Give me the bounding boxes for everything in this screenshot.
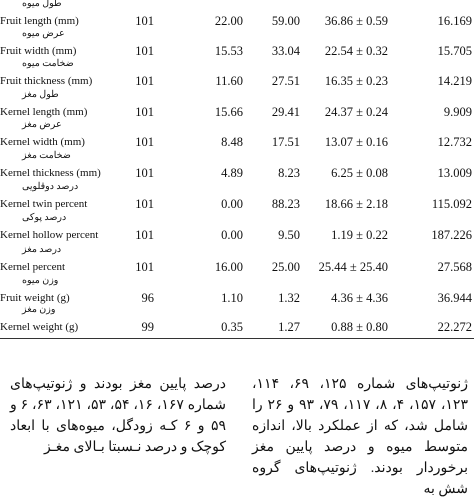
trait-name-english: Fruit width (mm) [0, 45, 77, 57]
mean-value: 25.44 ± 25.40 [318, 260, 388, 274]
minimum-value: 15.66 [214, 105, 243, 119]
trait-name-english: Kernel twin percent [0, 198, 88, 210]
trait-name-persian: طول مغز [22, 90, 59, 100]
maximum-value: 1.27 [278, 320, 300, 334]
table-row [0, 183, 474, 217]
trait-name-english: Fruit thickness (mm) [0, 75, 93, 87]
maximum-value: 29.41 [271, 105, 300, 119]
cv-value: 115.092 [431, 197, 472, 211]
table-row [0, 121, 474, 155]
minimum-value: 0.00 [221, 228, 243, 242]
mean-value: 0.88 ± 0.80 [331, 320, 388, 334]
maximum-value: 88.23 [271, 197, 300, 211]
minimum-value: 0.35 [221, 320, 243, 334]
table-row [0, 91, 474, 125]
minimum-value: 4.89 [221, 166, 243, 180]
mean-value: 1.19 ± 0.22 [331, 228, 388, 242]
mean-value: 24.37 ± 0.24 [324, 105, 388, 119]
sample-count: 101 [135, 135, 154, 149]
maximum-value: 17.51 [271, 135, 300, 149]
sample-count: 99 [141, 320, 154, 334]
sample-count: 96 [141, 291, 154, 305]
table-bottom-rule [0, 338, 474, 339]
trait-name-persian: درصد دوقلویی [22, 182, 79, 192]
table-row [0, 306, 474, 340]
maximum-value: 33.04 [271, 44, 300, 58]
sample-count: 101 [135, 166, 154, 180]
cv-value: 16.169 [437, 14, 472, 28]
trait-name-english: Kernel width (mm) [0, 136, 85, 148]
minimum-value: 1.10 [221, 291, 243, 305]
table-row [0, 246, 474, 280]
cv-value: 187.226 [431, 228, 472, 242]
trait-name-english: Kernel percent [0, 261, 66, 273]
mean-value: 18.66 ± 2.18 [324, 197, 388, 211]
cv-value: 9.909 [443, 105, 472, 119]
trait-name-persian: عرض میوه [22, 29, 65, 39]
body-paragraph-left: درصد پایین مغز بودند و ژنوتیپ‌های شماره ۱۶۷، ۱۶، ۵۴، ۵۳، ۱۲۱، ۶۳، ۶ و ۵۹ و ۶ کـه زودگل، میوه‌های با ابعاد کوچک و درصد نـسبتا بـالای مغـز [10, 377, 226, 455]
body-paragraph-right: ژنوتیپ‌های شماره ۱۲۵، ۶۹، ۱۱۴، ۱۲۳، ۱۵۷، ۴، ۸، ۱۱۷، ۷۹، ۹۳ و ۲۶ را شامل شد، که از عملکرد بالا، اندازه متوسط میوه و درصد پایین مغز برخوردار بودند. ژنوتیپ‌های گروه شش به [252, 377, 468, 497]
cv-value: 14.219 [437, 74, 472, 88]
minimum-value: 16.00 [214, 260, 243, 274]
mean-value: 36.86 ± 0.59 [324, 14, 388, 28]
table-row [0, 0, 474, 34]
trait-name-english: Kernel hollow percent [0, 229, 99, 241]
trait-name-persian: وزن میوه [22, 276, 59, 286]
sample-count: 101 [135, 260, 154, 274]
maximum-value: 25.00 [271, 260, 300, 274]
maximum-value: 1.32 [278, 291, 300, 305]
minimum-value: 11.60 [215, 74, 243, 88]
cv-value: 27.568 [437, 260, 472, 274]
maximum-value: 8.23 [278, 166, 300, 180]
trait-name-english: Kernel weight (g) [0, 321, 79, 333]
sample-count: 101 [135, 14, 154, 28]
sample-count: 101 [135, 105, 154, 119]
cv-value: 22.272 [437, 320, 472, 334]
sample-count: 101 [135, 197, 154, 211]
mean-value: 6.25 ± 0.08 [331, 166, 388, 180]
mean-value: 13.07 ± 0.16 [324, 135, 388, 149]
maximum-value: 9.50 [278, 228, 300, 242]
minimum-value: 8.48 [221, 135, 243, 149]
trait-name-persian: ضخامت مغز [22, 151, 71, 161]
trait-name-english: Kernel thickness (mm) [0, 167, 101, 179]
cv-value: 15.705 [437, 44, 472, 58]
cv-value: 12.732 [437, 135, 472, 149]
trait-name-persian: درصد پوکی [22, 213, 67, 223]
trait-name-english: Fruit weight (g) [0, 292, 70, 304]
cv-value: 13.009 [437, 166, 472, 180]
trait-name-persian: طول میوه [22, 0, 62, 9]
cv-value: 36.944 [437, 291, 472, 305]
trait-name-english: Fruit length (mm) [0, 15, 79, 27]
table-row [0, 60, 474, 94]
minimum-value: 15.53 [214, 44, 243, 58]
trait-name-persian: عرض مغز [22, 120, 62, 130]
minimum-value: 22.00 [214, 14, 243, 28]
trait-name-persian: وزن مغز [22, 305, 56, 315]
sample-count: 101 [135, 74, 154, 88]
maximum-value: 59.00 [271, 14, 300, 28]
sample-count: 101 [135, 44, 154, 58]
sample-count: 101 [135, 228, 154, 242]
mean-value: 16.35 ± 0.23 [324, 74, 388, 88]
minimum-value: 0.00 [221, 197, 243, 211]
trait-name-persian: درصد مغز [22, 245, 62, 255]
mean-value: 22.54 ± 0.32 [324, 44, 388, 58]
trait-name-persian: ضخامت میوه [22, 59, 74, 69]
table-row [0, 214, 474, 248]
trait-name-english: Kernel length (mm) [0, 106, 88, 118]
maximum-value: 27.51 [271, 74, 300, 88]
mean-value: 4.36 ± 4.36 [331, 291, 388, 305]
